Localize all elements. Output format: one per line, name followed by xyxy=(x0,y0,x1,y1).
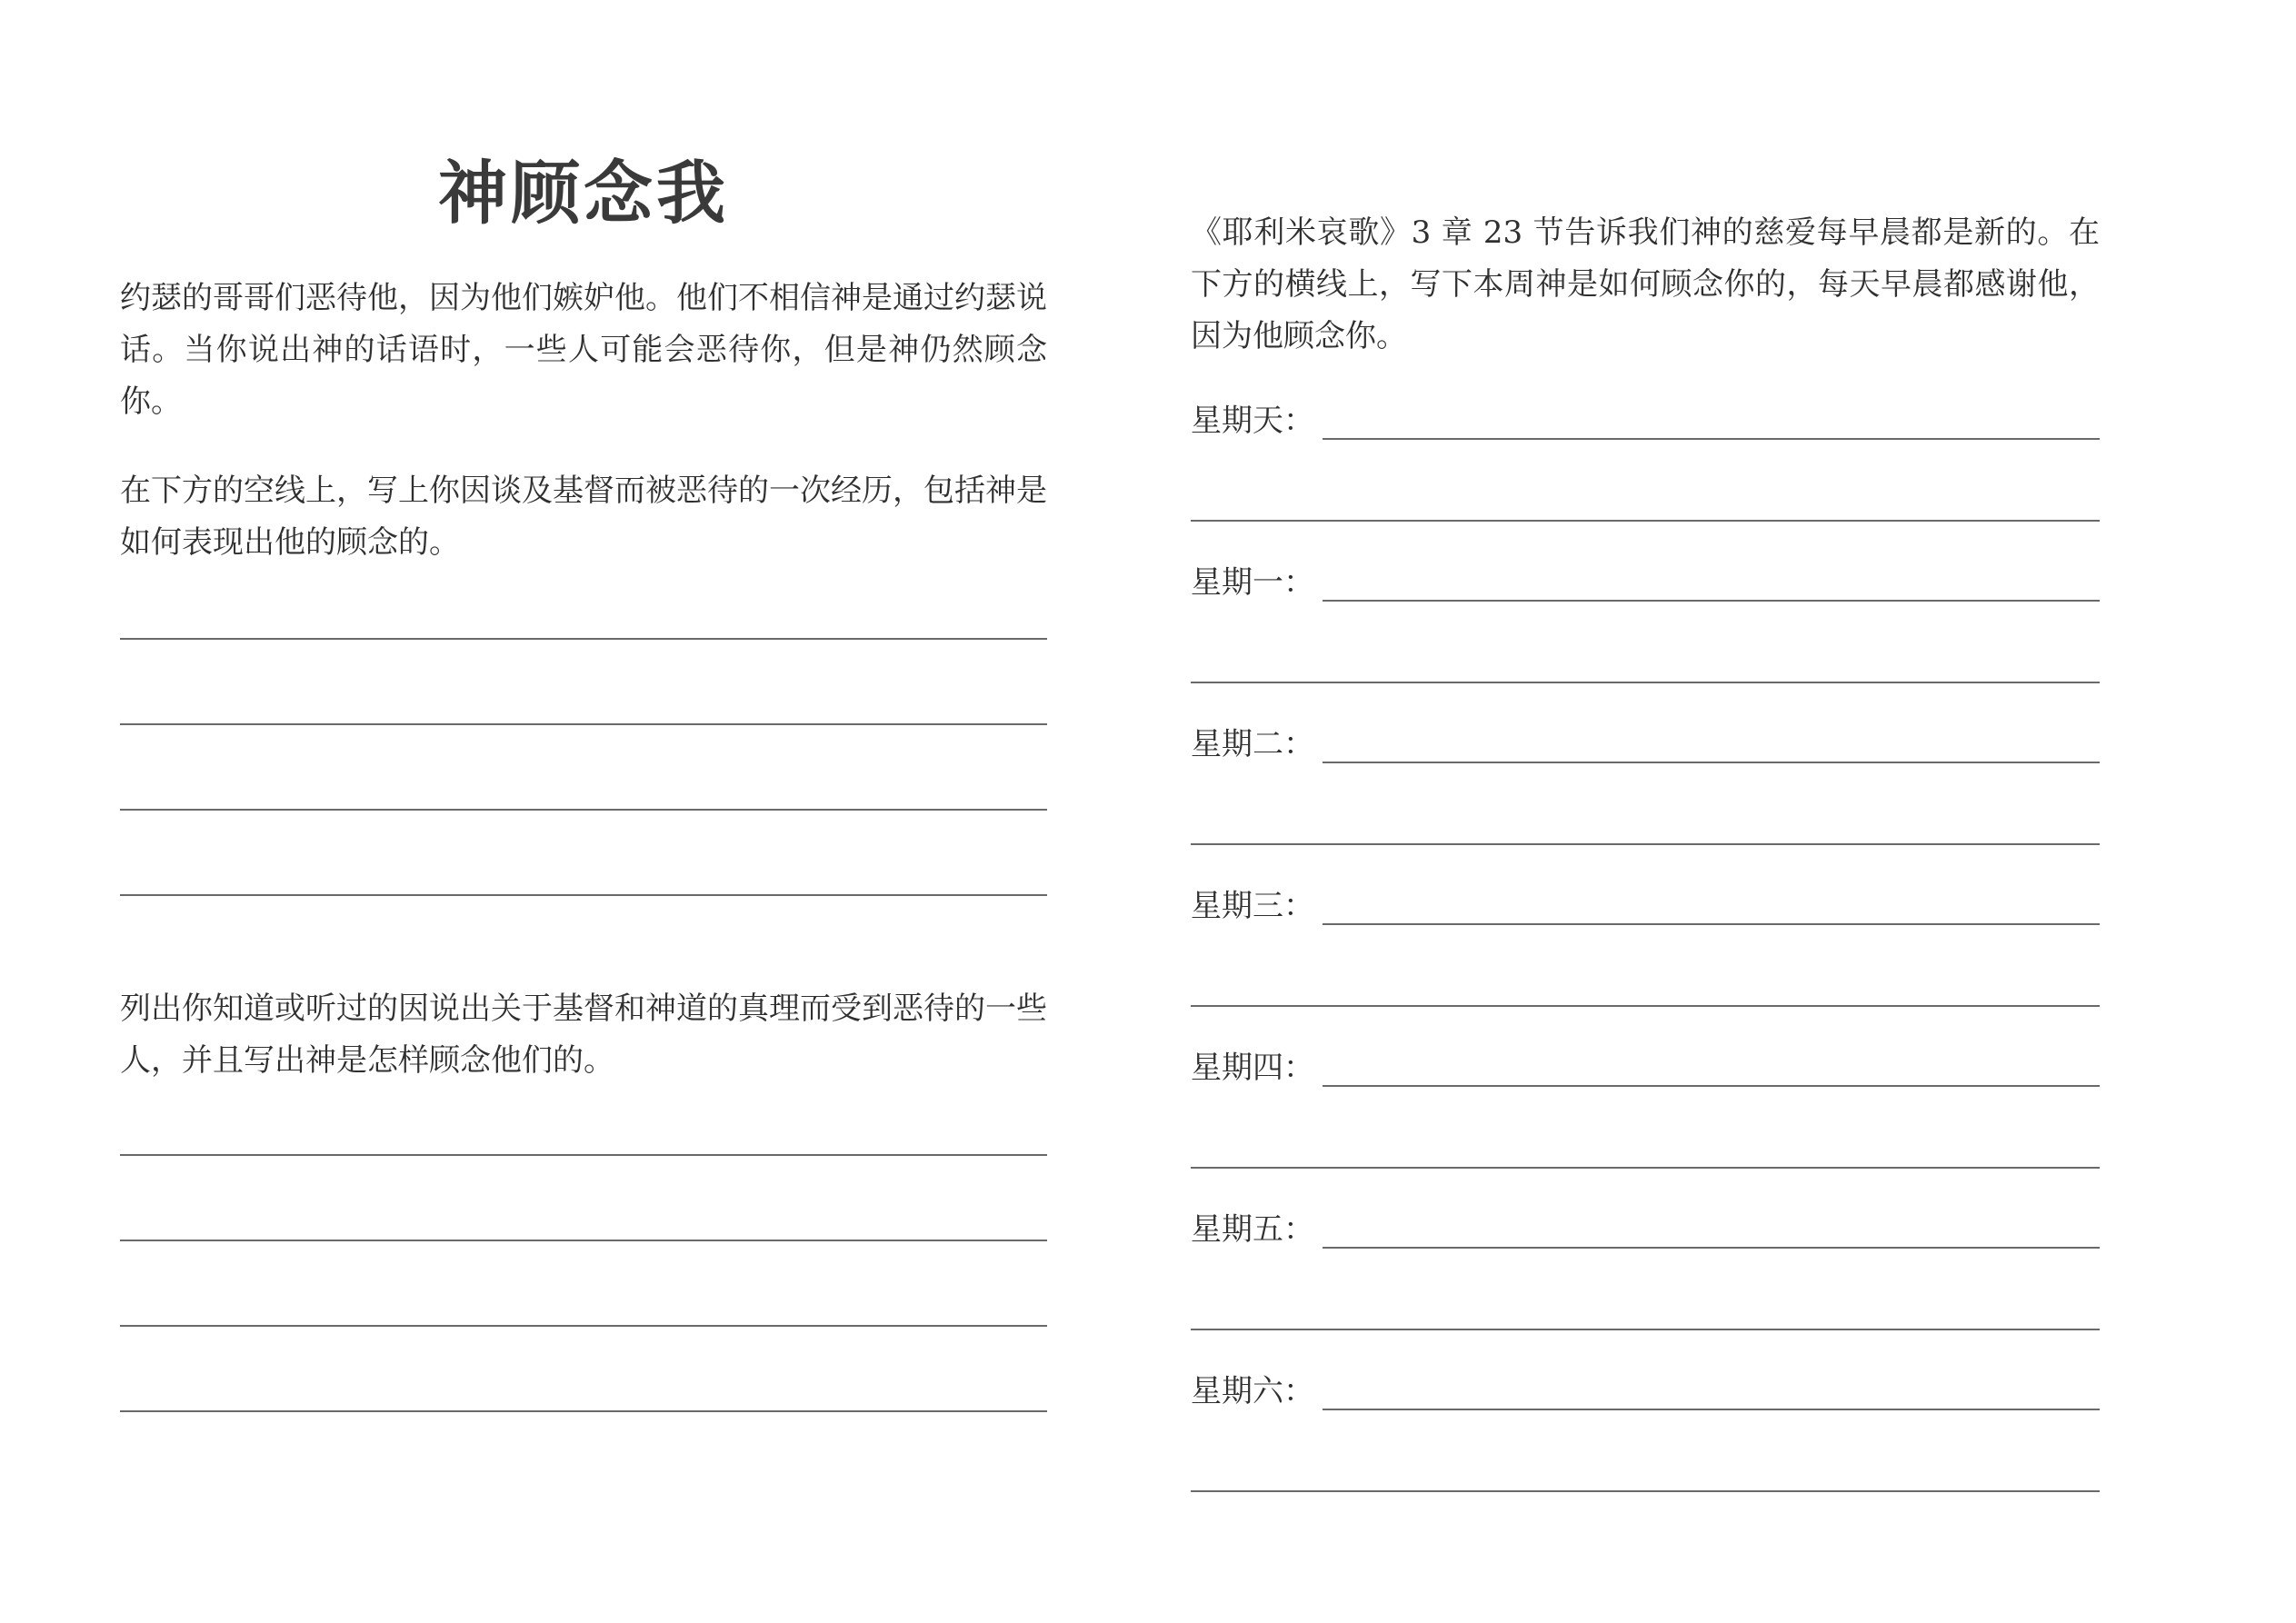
day-line-wednesday[interactable] xyxy=(1323,923,2100,925)
writing-line[interactable] xyxy=(120,894,1047,896)
day-line-monday[interactable] xyxy=(1323,600,2100,602)
day-label-wednesday: 星期三： xyxy=(1191,888,1314,924)
day-line-wednesday-extra[interactable] xyxy=(1191,1005,2100,1007)
day-line-sunday[interactable] xyxy=(1323,438,2100,440)
right-intro-paragraph: 《耶利米哀歌》3 章 23 节告诉我们神的慈爱每早晨都是新的。在下方的横线上，写下本周神是如何顾念你的，每天早晨都感谢他，因为他顾念你。 xyxy=(1191,214,2100,354)
writing-line[interactable] xyxy=(120,638,1047,640)
day-line-monday-extra[interactable] xyxy=(1191,682,2100,683)
left-intro-paragraph: 约瑟的哥哥们恶待他，因为他们嫉妒他。他们不相信神是通过约瑟说话。当你说出神的话语时，一些人可能会恶待你，但是神仍然顾念你。 xyxy=(120,280,1047,420)
day-line-thursday[interactable] xyxy=(1323,1085,2100,1087)
day-line-thursday-extra[interactable] xyxy=(1191,1167,2100,1169)
day-line-tuesday-extra[interactable] xyxy=(1191,843,2100,845)
day-line-sunday-extra[interactable] xyxy=(1191,520,2100,522)
day-label-tuesday: 星期二： xyxy=(1191,726,1314,762)
day-line-friday[interactable] xyxy=(1323,1247,2100,1249)
day-label-thursday: 星期四： xyxy=(1191,1050,1314,1086)
writing-line[interactable] xyxy=(120,1240,1047,1241)
writing-line[interactable] xyxy=(120,809,1047,811)
writing-line[interactable] xyxy=(120,1410,1047,1412)
day-line-saturday[interactable] xyxy=(1323,1409,2100,1410)
writing-line[interactable] xyxy=(120,723,1047,725)
day-label-sunday: 星期天： xyxy=(1191,403,1314,439)
day-label-friday: 星期五： xyxy=(1191,1211,1314,1248)
left-prompt-people: 列出你知道或听过的因说出关于基督和神道的真理而受到恶待的一些人，并且写出神是怎样顾念他们的。 xyxy=(120,991,1047,1079)
day-label-saturday: 星期六： xyxy=(1191,1373,1314,1409)
day-line-tuesday[interactable] xyxy=(1323,762,2100,763)
day-label-monday: 星期一： xyxy=(1191,564,1314,601)
day-line-saturday-extra[interactable] xyxy=(1191,1490,2100,1492)
writing-line[interactable] xyxy=(120,1325,1047,1327)
page-title: 神顾念我 xyxy=(438,153,729,234)
writing-line[interactable] xyxy=(120,1154,1047,1156)
left-prompt-experience: 在下方的空线上，写上你因谈及基督而被恶待的一次经历，包括神是如何表现出他的顾念的。 xyxy=(120,473,1047,561)
day-line-friday-extra[interactable] xyxy=(1191,1329,2100,1330)
